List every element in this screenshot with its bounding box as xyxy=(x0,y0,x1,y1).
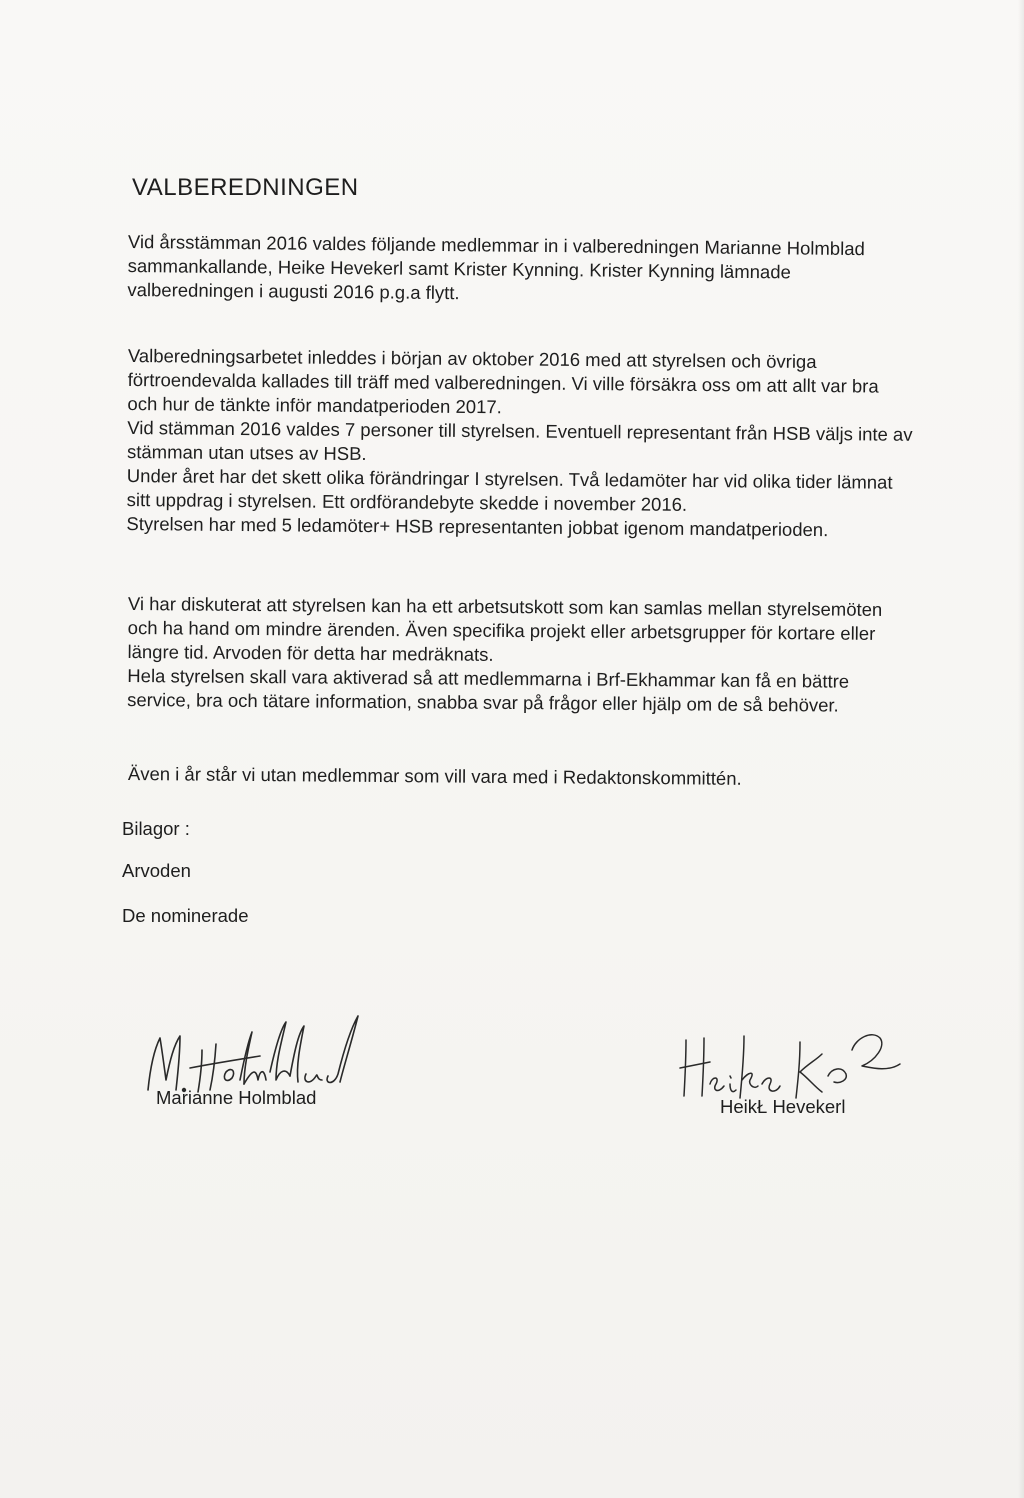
paragraph-work xyxy=(126,344,1008,544)
attachment-item: Arvoden xyxy=(122,860,191,881)
signatory-name: HeikŁ Hevekerl xyxy=(720,1096,846,1117)
signatory-name: Marianne Holmblad xyxy=(156,1087,317,1108)
paragraph-line: Vi har diskuterat att styrelsen kan ha ett arbetsutskott som kan samlas mellan styrelsemöten xyxy=(127,592,883,620)
paragraph-line: Även i år står vi utan medlemmar som vill vara med i Redaktonskommittén. xyxy=(127,762,742,789)
scan-shadow-edge xyxy=(1018,0,1024,1498)
paragraph-line: Under året har det skett olika förändringar I styrelsen. Två ledamöter har vid olika tider lämnat xyxy=(126,464,893,493)
paragraph-line: Vid stämman 2016 valdes 7 personer till styrelsen. Eventuell representant från HSB väljs inte av xyxy=(127,416,913,445)
paragraph-line: Styrelsen har med 5 ledamöter+ HSB representanten jobbat igenom mandatperioden. xyxy=(126,512,829,541)
paragraph-members xyxy=(127,230,1008,310)
paragraph-committee xyxy=(127,592,1008,719)
paragraph-line: Valberedningsarbetet inleddes i början av oktober 2016 med att styrelsen och övriga xyxy=(127,344,817,373)
paragraph-line: Hela styrelsen skall vara aktiverad så att medlemmarna i Brf-Ekhammar kan få en bättre xyxy=(127,664,850,692)
paragraph-editorial xyxy=(128,762,1008,793)
paragraph-line: stämman utan utses av HSB. xyxy=(126,440,367,465)
paragraph-line: Vid årsstämman 2016 valdes följande medlemmar in i valberedningen Marianne Holmblad xyxy=(127,230,865,260)
paragraph-line: valberedningen i augusti 2016 p.g.a flytt. xyxy=(127,278,460,304)
signature-hevekerl xyxy=(676,1020,906,1100)
paragraph-line: längre tid. Arvoden för detta har medräknats. xyxy=(127,640,494,665)
paragraph-line: och ha hand om mindre ärenden. Även specifika projekt eller arbetsgrupper för kortare eller xyxy=(127,616,876,644)
paragraph-line: förtroendevalda kallades till träff med valberedningen. Vi ville försäkra oss om att allt var bra xyxy=(127,368,879,397)
paragraph-line: och hur de tänkte inför mandatperioden 2017. xyxy=(127,392,502,418)
attachment-item: De nominerade xyxy=(122,905,249,926)
paragraph-line: sammankallande, Heike Hevekerl samt Krister Kynning. Krister Kynning lämnade xyxy=(127,254,791,283)
document-heading: VALBEREDNINGEN xyxy=(132,174,359,201)
paragraph-line: service, bra och tätare information, snabba svar på frågor eller hjälp om de så behöver. xyxy=(127,688,839,716)
paragraph-line: sitt uppdrag i styrelsen. Ett ordförandebyte skedde i november 2016. xyxy=(126,488,688,515)
attachments-label: Bilagor : xyxy=(122,818,190,839)
